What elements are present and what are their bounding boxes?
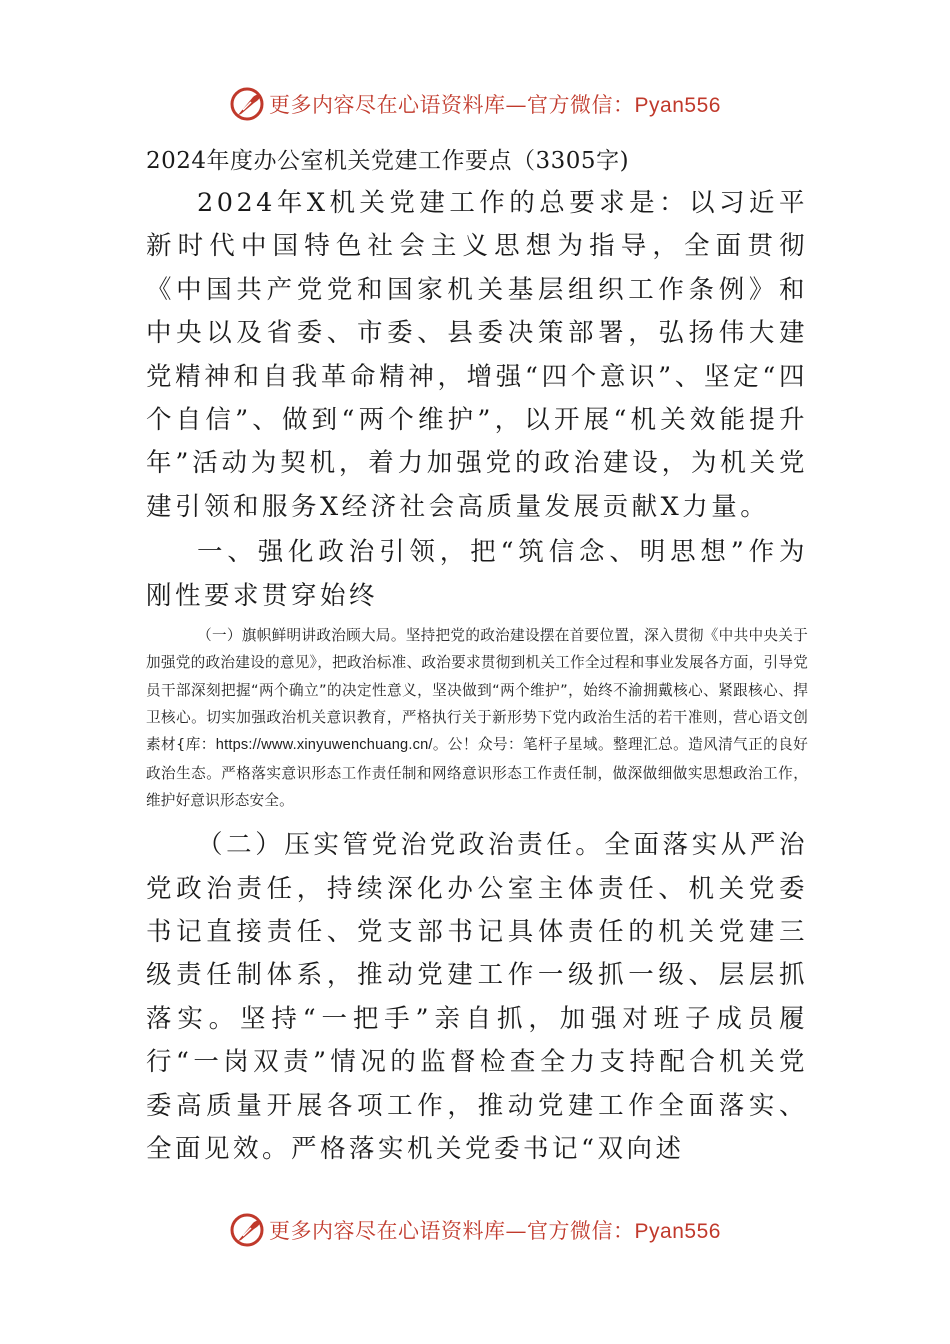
footer-watermark-banner [0,1208,950,1252]
document-title: 2024年度办公室机关党建工作要点（3305字) [146,148,630,174]
quill-pen-circle-logo-icon [229,86,265,122]
item-2-paragraph: （二）压实管党治党政治责任。全面落实从严治党政治责任，持续深化办公室主体责任、机关党委书记直接责任、党支部书记具体责任的机关党建三级责任制体系，推动党建工作一级抓一级、层层抓落实。坚持“一把手”亲自抓，加强对班子成员履行“一岗双责”情况的监督检查全力支持配合机关党委高质量开展各项工作，推动党建工作全面落实、全面见效。严格落实机关党委书记“双向述 [146,830,808,1164]
item-1-paragraph: （一）旗帜鲜明讲政治顾大局。坚持把党的政治建设摆在首要位置，深入贯彻《中共中央关于加强党的政治建设的意见》，把政治标准、政治要求贯彻到机关工作全过程和事业发展各方面，引导党员干部深刻把握“两个确立”的决定性意义，坚决做到“两个维护”，始终不渝拥戴核心、紧跟核心、捍卫核心。切实加强政治机关意识教育，严格执行关于新形势下党内政治生活的若干准则，营心语文创素材{库：https://www.xinyuwenchuang.cn/。公！众号：笔杆子星域。整理汇总。造风清气正的良好政治生态。严格落实意识形态工作责任制和网络意识形态工作责任制，做深做细做实思想政治工作，维护好意识形态安全。 [146,627,808,809]
section-heading-1: 一、强化政治引领，把“筑信念、明思想”作为刚性要求贯穿始终 [146,537,808,611]
banner-text: 更多内容尽在心语资料库—官方微信：Pyan556 [269,1219,721,1243]
banner-text: 更多内容尽在心语资料库—官方微信：Pyan556 [269,93,721,117]
quill-pen-circle-logo-icon [229,1212,265,1248]
header-watermark-banner [0,82,950,126]
document-body [146,140,808,1171]
source-url: https://www.xinyuwenchuang.cn/ [215,737,433,754]
intro-paragraph: 2024年X机关党建工作的总要求是：以习近平新时代中国特色社会主义思想为指导，全面贯彻《中国共产党党和国家机关基层组织工作条例》和中央以及省委、市委、县委决策部署，弘扬伟大建党精神和自我革命精神，增强“四个意识”、坚定“四个自信”、做到“两个维护”，以开展“机关效能提升年”活动为契机，着力加强党的政治建设，为机关党建引领和服务X经济社会高质量发展贡献X力量。 [146,188,808,522]
